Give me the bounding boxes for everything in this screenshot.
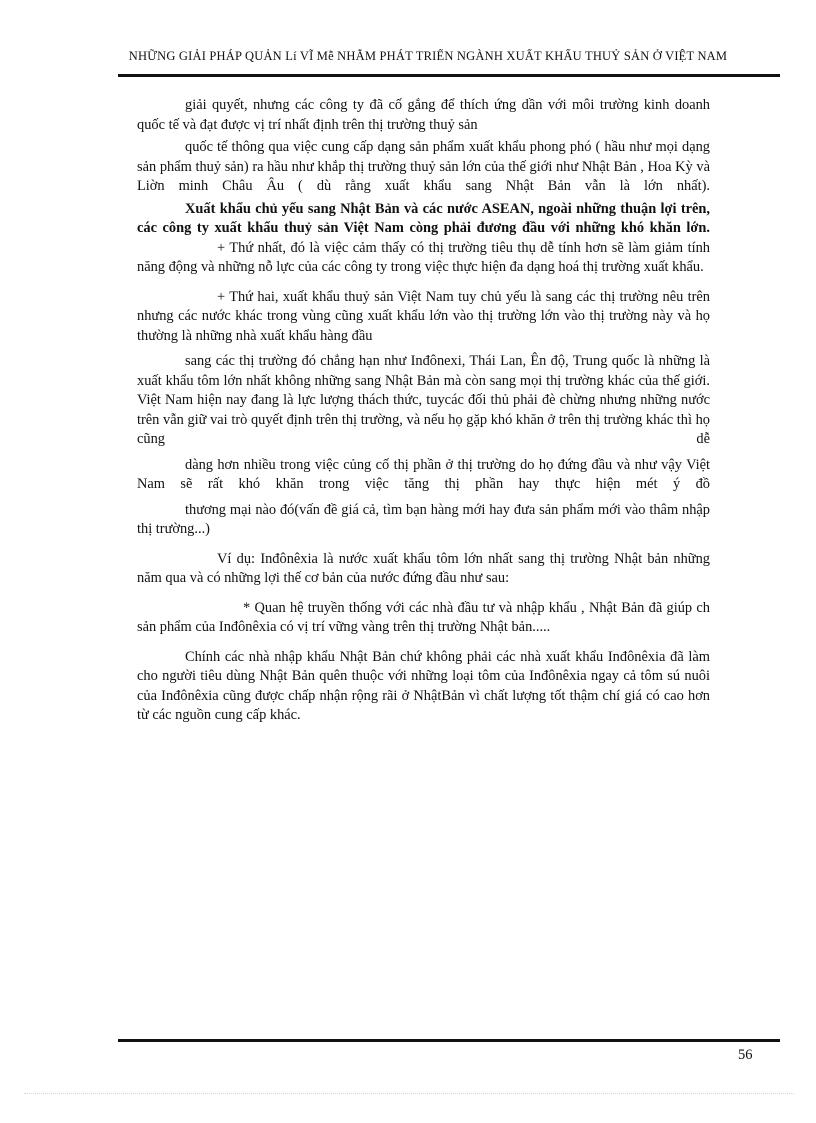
paragraph-export-markets: quốc tế thông qua việc cung cấp dạng sản phẩm xuất khẩu phong phó ( hầu như mọi dạng sản phẩm thuỷ sản) ra hầu như khắp thị trường thuỷ sản lớn của thế giới như Nhật Bản , Hoa Kỳ và Liờn minh Châu Âu ( dù rằng xuất khẩu sang Nhật Bản vẫn là lớn nhất). — [137, 139, 710, 194]
paragraph-japanese-importers: Chính các nhà nhập khẩu Nhật Bản chứ không phải các nhà xuất khẩu Inđônêxia đã làm cho người tiêu dùng Nhật Bản quên thuộc với những loại tôm của Inđônêxia ngay cả tôm sú nuôi của Inđônêxia cũng được chấp nhận rộng rãi ở NhậtBản vì chất lượng tốt thậm chí giá có cao hơn từ các nguồn cung cấp khác. — [137, 648, 710, 723]
paragraph-first-point: + Thứ nhất, đó là việc cảm thấy có thị trường tiêu thụ dễ tính hơn sẽ làm giảm tính năng động và những nỗ lực của các công ty trong việc thực hiện đa dạng hoá thị trường xuất khẩu. — [137, 239, 710, 275]
paragraph-market-share: dàng hơn nhiều trong việc củng cố thị phần ở thị trường do họ đứng đầu và như vậy Việt Nam sẽ rất khó khăn trong việc tăng thị phần hay thực hiện mét ý đồ — [137, 456, 710, 492]
paragraph-traditional-relations: * Quan hệ truyền thống với các nhà đầu tư và nhập khẩu , Nhật Bản đã giúp ch sản phẩm của Inđônêxia có vị trí vững vàng trên thị trường Nhật bản..... — [137, 599, 710, 635]
document-body — [137, 96, 710, 726]
paragraph-second-point: + Thứ hai, xuất khẩu thuỷ sản Việt Nam tuy chủ yếu là sang các thị trường nêu trên nhưng các nước khác trong vùng cũng xuất khẩu lớn vào thị trường lớn vào thị trường này và họ thường là những nhà xuất khẩu hàng đầu — [137, 288, 710, 344]
page-number: 56 — [738, 1047, 753, 1063]
paragraph-trade-intent: thương mại nào đó(vấn đề giá cả, tìm bạn hàng mới hay đưa sản phẩm mới vào thâm nhập thị trường...) — [137, 501, 710, 537]
page-edge-line — [24, 1093, 794, 1094]
paragraph-continuation: giải quyết, nhưng các công ty đã cố gắng để thích ứng dần với môi trường kinh doanh quốc tế và đạt được vị trí nhất định trên thị trường thuỷ sản — [137, 97, 710, 133]
paragraph-competitors: sang các thị trường đó chẳng hạn như Inđônexi, Thái Lan, Ên độ, Trung quốc là những là xuất khẩu tôm lớn nhất không những sang Nhật Bản mà còn sang mọi thị trường khác của thế giới. Việt Nam hiện nay đang là lực lượng thách thức, tuycác đối thủ phải đè chừng nhưng những nước trên vẫn giữ vai trò quyết định trên thị trường, và nếu họ gặp khó khăn ở trên thị trường khác thì họ cũng dễ — [137, 353, 710, 447]
paragraph-difficulties-heading: Xuất khẩu chủ yếu sang Nhật Bản và các nước ASEAN, ngoài những thuận lợi trên, các công ty xuất khẩu thuỷ sản Việt Nam còng phải đương đầu với những khó khăn lớn. — [137, 200, 710, 236]
footer-rule — [118, 1039, 780, 1042]
header-rule — [118, 74, 780, 77]
running-header-title: NHỮNG GIẢI PHÁP QUẢN Lí VĨ Mễ NHẰM PHÁT TRIỂN NGÀNH XUẤT KHẨU THUỶ SẢN Ở VIỆT NAM — [128, 49, 728, 63]
paragraph-example-indonesia: Ví dụ: Inđônêxia là nước xuất khẩu tôm lớn nhất sang thị trường Nhật bản những năm qua và có những lợi thế cơ bản của nước đứng đầu như sau: — [137, 550, 710, 586]
